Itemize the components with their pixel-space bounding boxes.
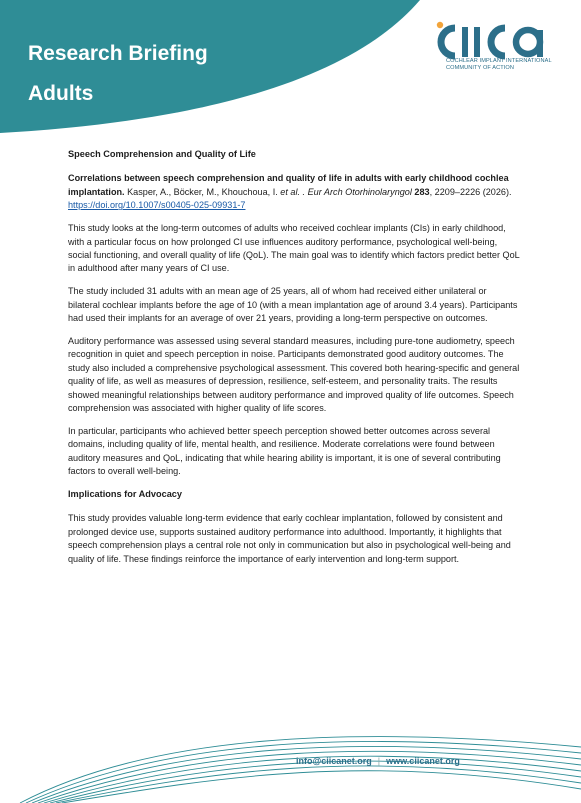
advocacy-paragraph: This study provides valuable long-term evidence that early cochlear implantation, followed by consistent and prolonged device use, supports sustained auditory performance into adulthood. Importantly, it highlights that speech comprehension plays a central role not only in communication but also in psychological well-being and quality of life. These findings reinforce the importance of early intervention and long-term support.: [68, 513, 511, 564]
paragraph-results: In particular, participants who achieved better speech perception showed better outcomes across several domains, including quality of life, mental health, and resilience. Moderate correlations were found between auditory measures and QoL, indicating that while hearing ability is important, it is one of several contributing factors to overall well-being.: [68, 425, 501, 477]
paragraph-participants: The study included 31 adults with an mean age of 25 years, all of whom had received either unilateral or bilateral cochlear implants before the age of 10 (with a mean implantation age of around 3.4 years). Participants had used their implants for an average of over 21 years, providing a long-term perspective on outcomes.: [68, 286, 518, 324]
footer-swoosh-lines: [0, 695, 581, 803]
citation-pages: , 2209–2226 (2026).: [429, 186, 512, 197]
footer-email[interactable]: info@ciicanet.org: [296, 756, 372, 766]
briefing-title-line2: Adults: [28, 82, 94, 105]
footer-separator: |: [377, 756, 381, 766]
logo-tagline-1: COCHLEAR IMPLANT INTERNATIONAL: [446, 58, 552, 64]
doi-link[interactable]: https://doi.org/10.1007/s00405-025-09931-7: [68, 200, 246, 211]
section-heading: Speech Comprehension and Quality of Life: [68, 149, 256, 159]
citation: [68, 172, 520, 212]
citation-authors: Kasper, A., Böcker, M., Khouchoua, I.: [124, 186, 281, 197]
briefing-content: [68, 148, 520, 576]
logo-tagline: [446, 58, 576, 72]
footer-contact: [296, 756, 460, 766]
citation-title: Correlations between speech comprehension and quality of life in adults with early childhood cochlea implantation.: [68, 173, 509, 197]
briefing-title-line1: Research Briefing: [28, 42, 208, 65]
paragraph-methods: Auditory performance was assessed using several standard measures, including pure-tone audiometry, speech recognition in quiet and speech perception in noise. Participants demonstrated good auditory outcomes. The study also included a comprehensive psychological assessment. This covered both hearing-specific and general quality of life, as well as measures of depression, resilience, self-esteem, and personality traits. The results showed meaningful relationships between auditory performance and improved quality of life outcomes. Speech comprehension was associated with higher quality of life scores.: [68, 335, 520, 413]
footer-website[interactable]: www.ciicanet.org: [386, 756, 460, 766]
paragraph-intro: This study looks at the long-term outcomes of adults who received cochlear implants (CIs) in early childhood, with a particular focus on how prolonged CI use influences auditory performance, psychological well-being, social functioning, and overall quality of life (QoL). The main goal was to identify which factors predict better QoL in adulthood after many years of CI use.: [68, 223, 520, 274]
citation-volume: 283: [414, 186, 430, 197]
ciica-logo: [425, 20, 575, 90]
logo-tagline-2: COMMUNITY OF ACTION: [446, 65, 514, 71]
briefing-title: [28, 34, 208, 114]
citation-et-al: et al.: [280, 186, 301, 197]
citation-journal: . Eur Arch Otorhinolaryngol: [300, 186, 415, 197]
advocacy-heading: Implications for Advocacy: [68, 489, 183, 500]
